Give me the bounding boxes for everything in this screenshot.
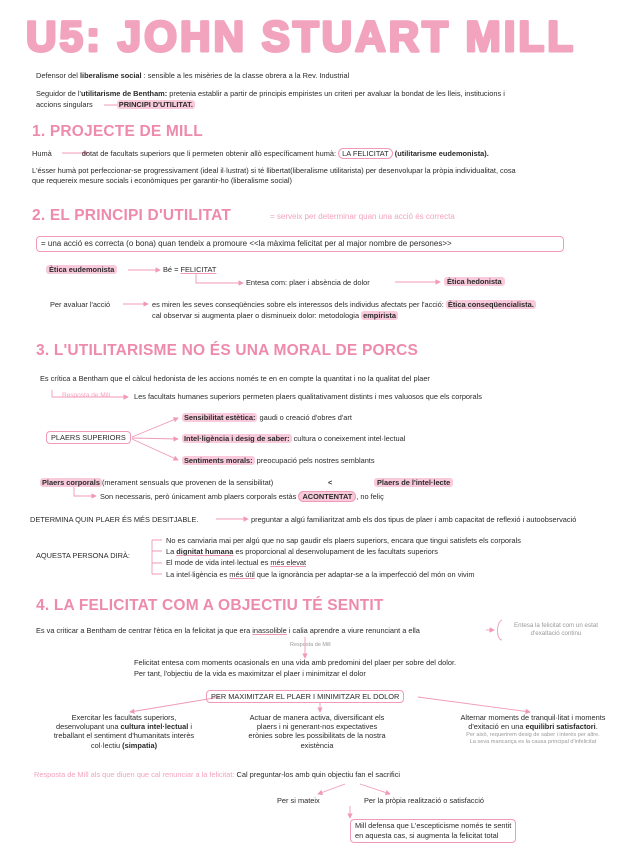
- principi-definition-box: = una acció es correcta (o bona) quan tendeix a promoure <<la màxima felicitat per al major nombre de persones>>: [36, 236, 564, 252]
- text-bold: utilitarisme de Bentham:: [80, 89, 168, 98]
- text: Bé =: [163, 265, 179, 274]
- section-2-heading: 2. EL PRINCIPI D'UTILITAT: [32, 207, 231, 224]
- entesa-text: Entesa com: plaer i absència de dolor: [246, 278, 370, 287]
- text: Defensor del: [36, 71, 80, 80]
- maximitzar-box: PER MAXIMITZAR EL PLAER I MINIMITZAR EL DOLOR: [206, 690, 404, 703]
- text: existència: [300, 740, 334, 750]
- text: accions singulars: [36, 100, 93, 109]
- text-highlight: Intel·ligència i desig de saber:: [184, 434, 290, 443]
- text: Humà: [32, 149, 52, 158]
- col-2: [232, 713, 402, 750]
- text: que la ignorància per adaptar-se a la imperfecció del món on vivim: [254, 570, 475, 579]
- etica-consequencialista-tag: Ètica conseqüencialista.: [447, 300, 534, 309]
- text: Son necessaris, però únicament amb plaers corporals estàs: [100, 492, 297, 501]
- text: Alternar moments de tranquil·litat i moments: [460, 713, 606, 722]
- s3-facultats: Les facultats humanes superiors permeten plaers qualitativament distints i mes valuosos que els corporals: [134, 392, 482, 401]
- text: cal observar si augmenta plaer o disminueix dolor: metodologia: [152, 311, 360, 320]
- text-bold: (utilitarisme eudemonista).: [394, 149, 489, 158]
- principi-utilitat-tag: PRINCIPI D'UTILITAT.: [118, 100, 193, 109]
- arrow-si-mateix: [318, 784, 345, 794]
- text: Cal preguntar-los amb quin objectiu fan el sacrifici: [234, 770, 401, 779]
- text: i calia aprendre a viure renunciant a ella: [286, 626, 420, 635]
- text: Exercitar les facultats superiors,: [71, 713, 177, 722]
- text: preocupació pels nostres semblants: [254, 456, 375, 465]
- consequencies-line: [152, 300, 536, 309]
- text: La: [166, 547, 177, 556]
- intro-line-1: [36, 71, 349, 80]
- text-bold: (simpatia): [122, 740, 158, 750]
- page-title-text: U5: JOHN STUART MILL: [26, 13, 576, 60]
- section-3-heading: 3. L'UTILITARISME NO ÉS UNA MORAL DE PORCS: [36, 342, 419, 359]
- text-underline: més elevat: [270, 558, 307, 567]
- s1-line-b2: que requereix mesure socials i econòmiques per garantir-ho (liberalisme social): [32, 176, 293, 185]
- sensibilitat-item: [182, 413, 352, 422]
- col-3: [438, 713, 628, 746]
- dira-item-4: [166, 570, 475, 579]
- felicitat-line-1: Felicitat entesa com moments ocasionals en una vida amb predomini del plaer per sobre del dolor.: [134, 658, 457, 667]
- s3-critica: Es crítica a Bentham que el càlcul hedonista de les accions només te en en compte la quantitat i no la qualitat del plaer: [40, 374, 430, 383]
- s4-critica: [36, 626, 420, 635]
- text: Mill defensa que L'escepticisme només te sentit: [355, 821, 512, 830]
- arrow-sup-2: [132, 438, 178, 439]
- text: Entesa la felicitat com un estat: [514, 622, 598, 629]
- text-underline: inassolible: [252, 626, 287, 635]
- intro-line-3: [36, 100, 195, 109]
- arrow-sup-3: [132, 439, 178, 460]
- text: es miren les seves conseqüències sobre els interessos dels individus afectats per l'acció:: [152, 300, 444, 309]
- aquesta-persona-dira: AQUESTA PERSONA DIRÀ:: [36, 551, 130, 560]
- section-1-heading: 1. PROJECTE DE MILL: [32, 123, 203, 140]
- text: desenvolupant una: [56, 722, 121, 732]
- text: Seguidor de l': [36, 89, 81, 98]
- plaers-superiors-box: PLAERS SUPERIORS: [46, 431, 131, 444]
- text-highlight: Sentiments morals:: [184, 456, 253, 465]
- bracket-dira: [152, 540, 162, 574]
- text-underline: FELICITAT: [180, 265, 217, 274]
- text-note: La seva mancança es la causa principal d'infelicitat: [469, 739, 597, 746]
- text-bold: dignitat humana: [176, 547, 234, 556]
- text-bold: cultura intel·lectual: [120, 722, 189, 732]
- dira-item-3: [166, 558, 306, 567]
- dira-item-2: [166, 547, 438, 556]
- resposta-renunciar-line: [34, 770, 400, 779]
- text-highlight: Plaers corporals: [42, 478, 100, 487]
- dira-item-1: No es canviaria mai per algú que no sap gaudir els plaers superiors, encara que tingui satisfets els corporals: [166, 536, 521, 545]
- text: en aquesta cas, si augmenta la felicitat total: [355, 831, 499, 840]
- avaluar-text: Per avaluar l'acció: [50, 300, 111, 309]
- arrow-propia: [360, 784, 390, 794]
- s1-line-b1: L'ésser humà pot perfeccionar-se progressivament (ideal il·lustrat) si té llibertat(liberalisme utilitarista) per desenvolupar la pròpia individualitat, cosa: [32, 166, 516, 175]
- bracket-side: [498, 620, 503, 640]
- corporals-line: [40, 478, 273, 487]
- determina-text: DETERMINA QUIN PLAER ÉS MÉS DESITJABLE.: [30, 515, 199, 524]
- be-felicitat: [163, 265, 216, 274]
- plaers-intellecte-tag: Plaers de l'intel·lecte: [374, 478, 453, 487]
- intelligencia-item: [182, 434, 405, 443]
- text: cultura o coneixement intel·lectual: [291, 434, 406, 443]
- per-si-mateix: Per si mateix: [277, 796, 320, 805]
- text: plaers i ni generant-nos expectatives: [256, 722, 378, 732]
- text: El mode de vida intel·lectual es: [166, 558, 271, 567]
- text: La intel·ligència es: [166, 570, 230, 579]
- text: col·lectiu: [90, 740, 123, 750]
- intro-line-2: [36, 89, 505, 98]
- text: Actuar de manera activa, diversificant els: [249, 713, 385, 722]
- text: (merament sensuals que provenen de la sensibilitat): [101, 478, 274, 487]
- preguntar-text: preguntar a algú familiaritzat amb els dos tipus de plaer i amb capacitat de reflexió i autoobservació: [251, 515, 577, 524]
- arrow-max-right: [418, 697, 530, 712]
- etica-eudemonista-tag: Ètica eudemonista: [46, 265, 117, 274]
- text-bold: equilibri satisfactori: [525, 722, 596, 732]
- acontentat-tag: ACONTENTAT: [298, 491, 356, 502]
- s1-line-a: [32, 149, 489, 158]
- necessaris-line: [100, 492, 384, 501]
- text: pretenia establir a partir de principis empiristes un criteri per avaluar la bondat de les lleis, institucions i: [167, 89, 505, 98]
- felicitat-oval: LA FELICITAT: [338, 148, 393, 159]
- col-1: [34, 713, 214, 750]
- text: , no feliç: [356, 492, 384, 501]
- final-box: [350, 819, 516, 843]
- text: dotat de facultats superiors que li permeten obtenir allò específicament humà:: [81, 149, 337, 158]
- text: : sensible a les misèries de la classe obrera a la Rev. Industrial: [141, 71, 350, 80]
- metodologia-line: [152, 311, 398, 320]
- text: i: [188, 722, 192, 732]
- text: Es va criticar a Bentham de centrar l'ètica en la felicitat ja que era: [36, 626, 253, 635]
- per-la-propia: Per la pròpia realització o satisfacció: [364, 796, 484, 805]
- text: treballant el sentiment d'humanitats interès: [53, 731, 195, 741]
- arrow-entesa: [196, 274, 243, 283]
- s2-note: = serveix per determinar quan una acció és correcta: [270, 212, 455, 221]
- arrow-corporals: [74, 487, 96, 496]
- text: erònies sobre les possibilitats de la nostra: [248, 731, 386, 741]
- text-underline: més útil: [229, 570, 255, 579]
- text: es proporcional al desenvolupament de les facultats superiors: [233, 547, 438, 556]
- arrow-sup-1: [132, 418, 178, 437]
- text: .: [595, 722, 598, 732]
- page-title: [24, 10, 584, 60]
- text-pink: Resposta de Mill als que diuen que cal renunciar a la felicitat:: [34, 770, 235, 779]
- text: d'exaltació continu: [530, 629, 582, 637]
- text-bold: liberalisme social: [79, 71, 142, 80]
- less-than-sign: <: [328, 478, 333, 487]
- etica-hedonista-tag: Ètica hedonista: [444, 277, 505, 286]
- text-highlight: Sensibilitat estètica:: [184, 413, 256, 422]
- side-note-felicitat: [506, 622, 606, 637]
- text-note: Per això, requerirem desig de saber i interès per altre.: [466, 732, 600, 739]
- resposta-mill-label: Resposta de Mill: [62, 392, 111, 399]
- felicitat-line-2: Per tant, l'objectiu de la vida es maximitzar el plaer i minimitzar el dolor: [134, 669, 366, 678]
- text: gaudi o creació d'obres d'art: [257, 413, 352, 422]
- resposta-mill-label-2: Resposta de Mill: [290, 642, 331, 648]
- empirista-tag: empirista: [363, 311, 396, 320]
- section-4-heading: 4. LA FELICITAT COM A OBJECTIU TÉ SENTIT: [36, 597, 384, 614]
- text: d'exitació en una: [468, 722, 526, 732]
- sentiments-item: [182, 456, 375, 465]
